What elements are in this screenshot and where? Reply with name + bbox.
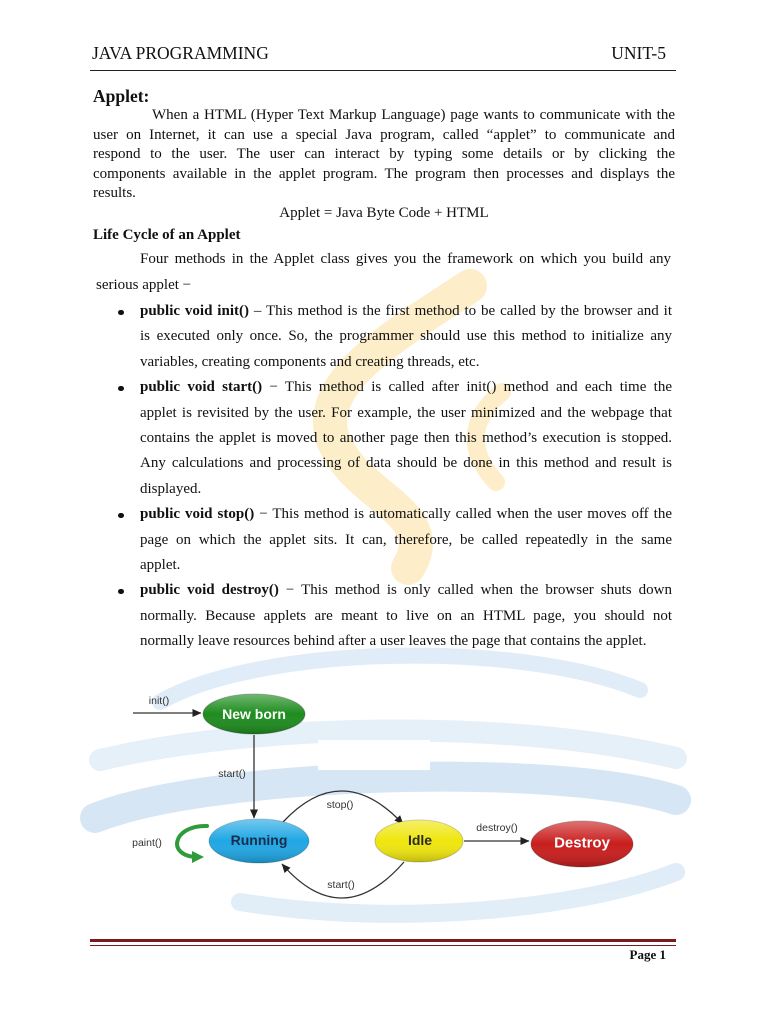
section-title: Applet:: [93, 86, 150, 106]
method-term: public void stop(): [140, 506, 255, 523]
header-rule: [90, 70, 676, 71]
method-text: – This method is the first method to be called by the browser and it: [253, 303, 672, 319]
method-text: − This method is automatically called when the user moves off the: [259, 506, 673, 523]
init-label: init(): [148, 695, 170, 707]
bullet-icon: [118, 589, 124, 595]
method-line: page on which the applet sits. It can, therefore, be called repeatedly in the same: [140, 531, 672, 548]
method-line: normally leave resources behind after a user leaves the page that contains the applet.: [140, 633, 647, 650]
running-label: Running: [230, 832, 288, 848]
start-back-label: start(): [327, 879, 355, 891]
bullet-icon: [118, 310, 124, 316]
footer-rule-thick: [90, 939, 676, 942]
destroy-node-label: Destroy: [554, 834, 610, 852]
method-line: displayed.: [140, 480, 202, 497]
intro-line: components available in the applet program. The program then processes and displays the: [93, 165, 675, 182]
method-line: Any calculations and processing of data should be done in this method and result is: [140, 455, 672, 472]
destroy-node: [531, 821, 633, 867]
method-line: [140, 578, 672, 603]
lifecycle-intro: [93, 247, 671, 298]
method-text: − This method is called after init() method and each time the: [269, 379, 673, 396]
method-item-stop: [112, 502, 672, 578]
paint-label: paint(): [132, 837, 162, 849]
stop-label: stop(): [326, 799, 354, 811]
start-down-label: start(): [218, 768, 246, 780]
applet-lifecycle-diagram: [0, 670, 768, 920]
intro-line: When a HTML (Hyper Text Markup Language) page wants to communicate with the: [152, 107, 675, 123]
lifecycle-heading: Life Cycle of an Applet: [93, 227, 241, 243]
paint-arrow: [177, 826, 207, 857]
method-line: applet is revisited by the user. For example, the user minimized and the webpage that: [140, 404, 672, 421]
method-item-start: [112, 375, 672, 502]
intro-paragraph: [93, 106, 675, 204]
page-number: Page 1: [629, 947, 666, 962]
method-line: contains the applet is moved to another page then this method’s execution is stopped.: [140, 430, 672, 447]
footer-rule-thin: [90, 945, 676, 946]
applet-formula: Applet = Java Byte Code + HTML: [279, 205, 489, 221]
bullet-icon: [118, 386, 124, 392]
method-line: applet.: [140, 557, 181, 574]
method-line: normally. Because applets are meant to live on an HTML page, you should not: [140, 607, 672, 624]
method-line: [140, 375, 672, 400]
method-line: variables, creating components and creating threads, etc.: [140, 353, 480, 370]
intro-line: results.: [93, 185, 136, 201]
destroy-label: destroy(): [476, 822, 518, 834]
header-unit: UNIT-5: [611, 43, 666, 63]
method-term: public void destroy(): [140, 582, 279, 599]
intro-line: respond to the user. The user can interact by typing some details or by clicking the: [93, 146, 675, 162]
method-line: [140, 299, 672, 324]
running-node: [209, 819, 309, 863]
lifecycle-intro-line: Four methods in the Applet class gives you the framework on which you build any: [140, 251, 671, 267]
lifecycle-intro-line: serious applet −: [96, 276, 192, 293]
method-line: is executed only once. So, the programmer should use this method to initialize any: [140, 328, 672, 345]
intro-line: user on Internet, it can use a special Java program, called “applet” to communicate and: [93, 126, 675, 143]
newborn-label: New born: [222, 706, 286, 722]
blank-box: [318, 740, 430, 770]
method-item-init: [112, 299, 672, 375]
method-term: public void start(): [140, 379, 263, 396]
method-item-destroy: [112, 578, 672, 654]
idle-label: Idle: [407, 832, 433, 848]
method-text: − This method is only called when the browser shuts down: [285, 582, 672, 599]
method-term: public void init(): [140, 303, 249, 319]
newborn-node: [203, 694, 305, 734]
method-line: [140, 502, 672, 527]
idle-node: [375, 820, 463, 862]
bullet-icon: [118, 513, 124, 519]
header-course-title: JAVA PROGRAMMING: [92, 43, 269, 63]
lifecycle-methods-list: [112, 299, 672, 655]
